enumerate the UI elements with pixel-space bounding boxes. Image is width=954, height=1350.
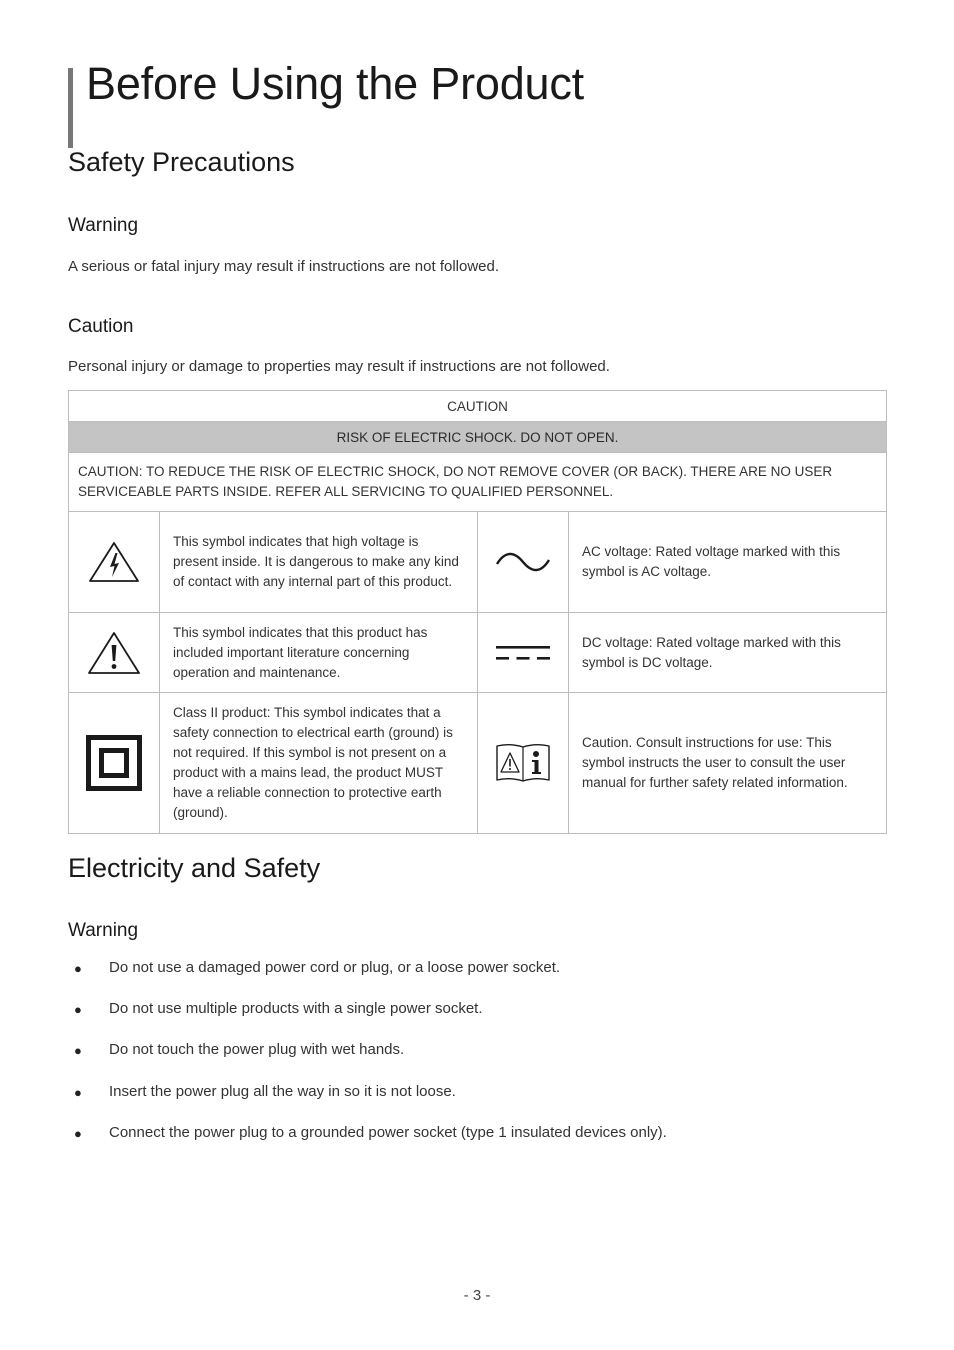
symbol-cell xyxy=(69,613,160,693)
symbol-description: DC voltage: Rated voltage marked with this symbol is DC voltage. xyxy=(569,613,887,693)
table-row xyxy=(69,512,887,613)
section-title-safety-precautions: Safety Precautions xyxy=(68,147,295,177)
exclamation-triangle-icon xyxy=(87,630,141,676)
bullet-icon: ● xyxy=(74,1002,82,1018)
consult-manual-icon xyxy=(495,742,551,784)
list-item-text: Do not use a damaged power cord or plug, or a loose power socket. xyxy=(109,959,561,976)
list-item-text: Do not touch the power plug with wet hands. xyxy=(109,1041,405,1059)
table-header-caution: CAUTION xyxy=(69,391,887,422)
chapter-title: Before Using the Product xyxy=(86,58,584,109)
symbol-description: Class II product: This symbol indicates that a safety connection to electrical earth (ground) is not required. If this symbol is not present on a product with a mains lead, the product MUST have a reliable connection to protective earth (ground). xyxy=(160,693,478,834)
symbol-cell xyxy=(478,512,569,613)
warning-text: A serious or fatal injury may result if instructions are not followed. xyxy=(68,258,500,275)
symbol-cell xyxy=(478,693,569,834)
dc-voltage-icon xyxy=(495,643,551,663)
list-item-text: Connect the power plug to a grounded power socket (type 1 insulated devices only). xyxy=(109,1123,667,1141)
safety-symbols-table xyxy=(68,390,887,834)
bullet-icon: ● xyxy=(74,1084,82,1100)
symbol-cell xyxy=(478,613,569,693)
caution-heading: Caution xyxy=(68,316,134,337)
list-item-text: Insert the power plug all the way in so it is not loose. xyxy=(109,1082,456,1100)
ac-voltage-icon xyxy=(495,550,551,574)
class-two-icon xyxy=(86,735,142,791)
warning-heading: Warning xyxy=(68,215,139,236)
symbol-description: This symbol indicates that this product has included important literature concerning operation and maintenance. xyxy=(160,613,478,693)
risk-of-shock-banner: RISK OF ELECTRIC SHOCK. DO NOT OPEN. xyxy=(69,422,887,453)
bullet-icon: ● xyxy=(74,1125,82,1141)
symbol-description: AC voltage: Rated voltage marked with this symbol is AC voltage. xyxy=(569,512,887,613)
caution-text: Personal injury or damage to properties may result if instructions are not followed. xyxy=(68,358,610,375)
section-title-electricity-and-safety: Electricity and Safety xyxy=(68,853,321,883)
symbol-description: Caution. Consult instructions for use: This symbol instructs the user to consult the user manual for further safety related information. xyxy=(569,693,887,834)
bullet-icon: ● xyxy=(74,961,82,976)
symbol-description: This symbol indicates that high voltage is present inside. It is dangerous to make any kind of contact with any internal part of this product. xyxy=(160,512,478,613)
electricity-warning-heading: Warning xyxy=(68,920,139,941)
table-row xyxy=(69,693,887,834)
table-row xyxy=(69,613,887,693)
symbol-cell xyxy=(69,693,160,834)
high-voltage-icon xyxy=(88,540,140,584)
page-number: - 3 - xyxy=(463,1287,491,1304)
chapter-accent-bar xyxy=(68,68,73,148)
table-row xyxy=(69,391,887,422)
caution-notice: CAUTION: TO REDUCE THE RISK OF ELECTRIC SHOCK, DO NOT REMOVE COVER (OR BACK). THERE ARE NO USER SERVICEABLE PARTS INSIDE. REFER ALL SERVICING TO QUALIFIED PERSONNEL. xyxy=(69,453,887,512)
symbol-cell xyxy=(69,512,160,613)
table-row xyxy=(69,453,887,512)
bullet-icon: ● xyxy=(74,1043,82,1059)
list-item-text: Do not use multiple products with a single power socket. xyxy=(109,1000,483,1018)
table-row xyxy=(69,422,887,453)
